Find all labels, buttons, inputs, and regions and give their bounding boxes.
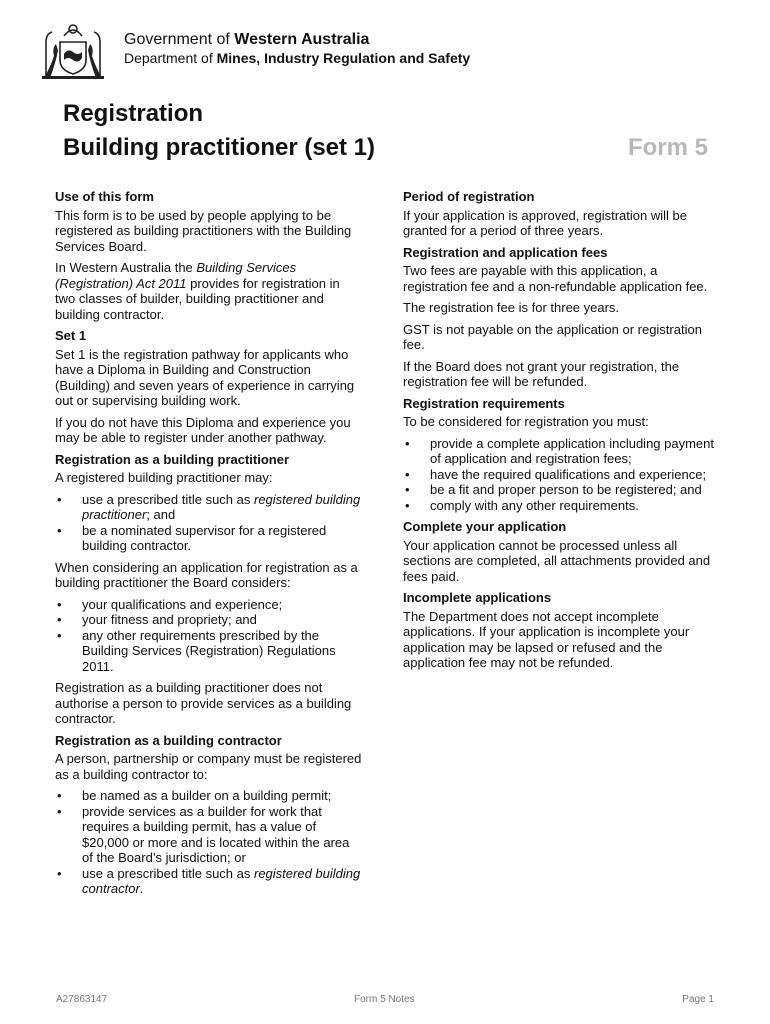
fees-text: Two fees are payable with this application, a registration fee and a non-refundable application fee. xyxy=(403,263,708,294)
incomplete-applications-heading: Incomplete applications xyxy=(403,590,552,605)
building-practitioner-list xyxy=(55,492,363,554)
list-item: • any other requirements prescribed by the Building Services (Registration) Regulations 2011. xyxy=(55,628,363,675)
list-item: • be a fit and proper person to be registered; and xyxy=(403,482,721,498)
period-text: If your application is approved, registration will be granted for a period of three years. xyxy=(403,207,687,238)
set1-alternative-text: If you do not have this Diploma and experience you may be able to register under another pathway. xyxy=(55,414,351,445)
use-of-form-text: This form is to be used by people applying to be registered as building practitioners with the Building Services Board. xyxy=(55,207,352,254)
period-heading: Period of registration xyxy=(403,189,535,204)
set1-heading: Set 1 xyxy=(55,328,87,343)
act-text: In Western Australia the Building Services (Registration) Act 2011 provides for registration in two classes of builder, building practitioner and building contractor. xyxy=(55,260,340,322)
list-item: • your fitness and propriety; and xyxy=(55,612,363,628)
page-title: Registration xyxy=(63,100,204,127)
right-column xyxy=(403,189,721,677)
board-considers-text: When considering an application for registration as a building practitioner the Board considers: xyxy=(55,559,358,590)
complete-application-text: Your application cannot be processed unless all sections are completed, all attachments provided and fees paid. xyxy=(403,537,711,584)
incomplete-applications-text: The Department does not accept incomplete applications. If your application is incomplete your application may be lapsed or refused and the application fee may not be refunded. xyxy=(403,608,690,670)
footer-title: Form 5 Notes xyxy=(354,994,415,1005)
department-name: Department of Mines, Industry Regulation and Safety xyxy=(124,50,471,66)
left-column xyxy=(55,189,363,903)
building-practitioner-intro: A registered building practitioner may: xyxy=(55,470,273,485)
building-contractor-heading: Registration as a building contractor xyxy=(55,732,282,748)
complete-application-heading: Complete your application xyxy=(403,519,567,534)
list-item: • provide services as a builder for work that requires a building permit, has a value of $20,000 or more and is located within the area of the Board’s jurisdiction; or xyxy=(55,804,363,866)
list-item: • use a prescribed title such as registered building contractor. xyxy=(55,866,363,897)
requirements-intro: To be considered for registration you must: xyxy=(403,414,649,429)
practitioner-note: Registration as a building practitioner does not authorise a person to provide services as a building contractor. xyxy=(55,680,352,726)
list-item: • comply with any other requirements. xyxy=(403,498,721,514)
page-number: Page 1 xyxy=(682,994,714,1005)
fees-duration-text: The registration fee is for three years. xyxy=(403,300,620,315)
list-item: • use a prescribed title such as registered building practitioner; and xyxy=(55,492,363,523)
list-item: • be named as a builder on a building permit; xyxy=(55,788,363,804)
letterhead xyxy=(40,20,740,84)
list-item: • be a nominated supervisor for a registered building contractor. xyxy=(55,523,363,554)
building-contractor-list xyxy=(55,788,363,897)
government-name: Government of Western Australia xyxy=(124,31,370,48)
board-considers-list xyxy=(55,597,363,675)
form-number: Form 5 xyxy=(627,134,708,161)
set1-text: Set 1 is the registration pathway for applicants who have a Diploma in Building and Construction (Building) and seven years of experience in carrying out or supervising building work. xyxy=(55,346,355,408)
requirements-list xyxy=(403,436,721,514)
use-of-form-heading: Use of this form xyxy=(55,189,154,204)
gst-text: GST is not payable on the application or registration fee. xyxy=(403,321,702,352)
building-contractor-intro: A person, partnership or company must be registered as a building contractor to: xyxy=(55,751,362,782)
refund-text: If the Board does not grant your registration, the registration fee will be refunded. xyxy=(403,358,680,389)
page-subtitle: Building practitioner (set 1) xyxy=(63,134,376,161)
list-item: • your qualifications and experience; xyxy=(55,597,363,613)
building-practitioner-heading: Registration as a building practitioner xyxy=(55,451,290,467)
requirements-heading: Registration requirements xyxy=(403,395,565,411)
document-id: A27863147 xyxy=(56,994,108,1005)
list-item: • have the required qualifications and experience; xyxy=(403,467,721,483)
list-item: • provide a complete application including payment of application and registration fees; xyxy=(403,436,721,467)
fees-heading: Registration and application fees xyxy=(403,244,608,260)
wa-coat-of-arms-icon xyxy=(40,20,106,80)
